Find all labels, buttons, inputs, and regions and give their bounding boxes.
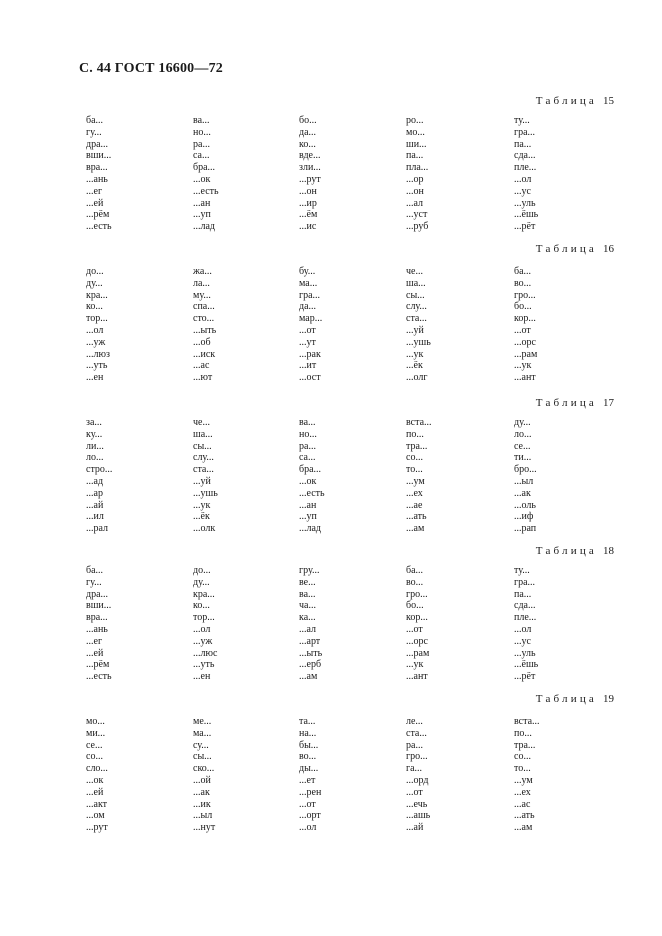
word-cell: ...ег: [86, 635, 103, 647]
table-caption: [536, 95, 614, 107]
word-cell: ...ать: [406, 511, 427, 523]
table-caption-word: Таблица: [535, 95, 597, 107]
word-cell: ко...: [86, 301, 103, 313]
word-cell: ...ум: [406, 475, 425, 487]
word-cell: ...он: [406, 185, 424, 197]
word-cell: ...от: [406, 786, 423, 798]
word-cell: по...: [406, 428, 424, 440]
word-cell: ле...: [406, 716, 423, 727]
word-cell: ...ан: [299, 499, 317, 511]
word-cell: ме...: [193, 716, 212, 727]
word-cell: ...ум: [514, 774, 533, 786]
word-cell: ...ар: [86, 487, 103, 499]
word-cell: сто...: [193, 313, 215, 325]
word-cell: ...олк: [193, 523, 216, 535]
word-cell: ...рал: [86, 523, 109, 535]
table-caption-number: 19: [603, 693, 614, 705]
word-cell: ...ок: [86, 774, 104, 786]
table-column: [193, 266, 283, 384]
word-cell: ...ех: [514, 786, 531, 798]
word-cell: гу...: [86, 576, 102, 588]
word-cell: ...ус: [514, 635, 531, 647]
word-cell: тор...: [86, 313, 108, 325]
table-column: [299, 115, 389, 233]
word-cell: ...ас: [514, 798, 531, 810]
word-cell: ра...: [299, 440, 316, 452]
word-cell: ...ант: [514, 372, 536, 384]
word-cell: ста...: [406, 313, 427, 325]
table-column: [299, 716, 389, 834]
word-cell: ...ей: [86, 197, 104, 209]
word-cell: вра...: [86, 612, 108, 624]
table-caption: [536, 243, 614, 255]
word-cell: ...рём: [86, 209, 110, 221]
word-cell: но...: [193, 126, 211, 138]
word-cell: ло...: [86, 452, 104, 464]
word-cell: ...ей: [86, 647, 104, 659]
word-cell: ...ой: [193, 774, 211, 786]
word-cell: ...об: [193, 336, 211, 348]
word-cell: ...руб: [406, 221, 429, 233]
word-cell: ...рём: [86, 659, 110, 671]
table-column: [193, 716, 283, 834]
table-column: [514, 266, 604, 384]
word-cell: тор...: [193, 612, 215, 624]
word-cell: ...ушь: [193, 487, 218, 499]
table-column: [514, 417, 604, 535]
word-cell: ...ыть: [193, 324, 217, 336]
word-cell: со...: [86, 751, 103, 763]
table-caption-number: 16: [603, 243, 614, 255]
word-cell: ...ай: [406, 822, 424, 834]
word-cell: ...ик: [193, 798, 211, 810]
word-cell: ...ал: [406, 197, 424, 209]
word-cell: ...ют: [193, 372, 213, 384]
word-cell: па...: [406, 150, 424, 162]
word-cell: ...ай: [86, 499, 104, 511]
word-cell: ...есть: [299, 487, 325, 499]
word-cell: ка...: [299, 612, 316, 624]
word-cell: ...ит: [299, 360, 317, 372]
word-cell: ...уп: [193, 209, 211, 221]
word-cell: мо...: [406, 126, 425, 138]
word-cell: ...ал: [299, 623, 317, 635]
table-column: [86, 417, 176, 535]
word-cell: ...уть: [193, 659, 215, 671]
table-caption-word: Таблица: [535, 545, 597, 557]
table-caption-word: Таблица: [535, 693, 597, 705]
word-cell: ...ам: [514, 822, 533, 834]
word-cell: во...: [299, 751, 317, 763]
word-cell: ду...: [86, 277, 103, 289]
word-cell: ма...: [299, 277, 318, 289]
word-cell: гро...: [406, 588, 428, 600]
table-caption-word: Таблица: [535, 243, 597, 255]
word-cell: ...олг: [406, 372, 428, 384]
word-cell: ша...: [193, 428, 213, 440]
table-column: [514, 716, 604, 834]
word-cell: ба...: [406, 565, 424, 576]
word-cell: вста...: [514, 716, 540, 727]
word-cell: су...: [193, 739, 209, 751]
table-column: [406, 716, 496, 834]
word-cell: ...иск: [193, 348, 216, 360]
word-cell: ду...: [193, 576, 210, 588]
word-cell: пле...: [514, 162, 537, 174]
word-cell: ...ём: [299, 209, 318, 221]
word-cell: кра...: [193, 588, 215, 600]
word-cell: зли...: [299, 162, 321, 174]
table-column: [193, 417, 283, 535]
word-cell: сда...: [514, 600, 536, 612]
word-cell: ...рут: [299, 173, 321, 185]
word-cell: во...: [514, 277, 532, 289]
word-cell: се...: [514, 440, 531, 452]
word-cell: ско...: [193, 763, 215, 775]
word-cell: ...уль: [514, 647, 536, 659]
word-cell: ли...: [86, 440, 104, 452]
word-cell: са...: [299, 452, 316, 464]
word-cell: ...рут: [86, 822, 108, 834]
table-caption-word: Таблица: [535, 397, 597, 409]
word-cell: ба...: [86, 565, 104, 576]
word-cell: спа...: [193, 301, 215, 313]
word-cell: са...: [193, 150, 210, 162]
word-cell: ту...: [514, 115, 530, 126]
table-column: [299, 565, 389, 683]
word-cell: ...рам: [406, 647, 430, 659]
word-cell: ...ок: [193, 173, 211, 185]
word-cell: на...: [299, 727, 317, 739]
word-cell: ...ост: [299, 372, 321, 384]
table-caption-number: 15: [603, 95, 614, 107]
word-cell: ва...: [193, 115, 210, 126]
word-cell: по...: [514, 727, 532, 739]
word-cell: то...: [406, 464, 423, 476]
word-cell: ...уль: [514, 197, 536, 209]
word-cell: гру...: [299, 565, 320, 576]
word-cell: ко...: [299, 138, 316, 150]
word-cell: ...ашь: [406, 810, 431, 822]
word-cell: ...от: [514, 324, 531, 336]
page-header: С. 44 ГОСТ 16600—72: [79, 61, 223, 76]
word-cell: ...ёк: [193, 511, 210, 523]
word-cell: ...от: [406, 623, 423, 635]
word-cell: ...ук: [514, 360, 532, 372]
word-cell: ...ам: [406, 523, 425, 535]
table-column: [299, 417, 389, 535]
word-cell: до...: [193, 565, 211, 576]
word-cell: ...ол: [514, 173, 532, 185]
word-cell: ...ей: [86, 786, 104, 798]
word-cell: ...ис: [299, 221, 317, 233]
word-cell: ва...: [299, 588, 316, 600]
word-cell: гро...: [514, 289, 536, 301]
word-cell: ...ол: [193, 623, 211, 635]
word-cell: ...ерб: [299, 659, 322, 671]
word-cell: вра...: [86, 162, 108, 174]
table-column: [406, 417, 496, 535]
word-cell: ...оль: [514, 499, 536, 511]
word-cell: кор...: [406, 612, 428, 624]
word-cell: гу...: [86, 126, 102, 138]
word-cell: ...ант: [406, 671, 428, 683]
word-cell: ...рёт: [514, 221, 536, 233]
word-cell: ве...: [299, 576, 316, 588]
table-column: [86, 266, 176, 384]
word-cell: ...ир: [299, 197, 317, 209]
word-cell: ...ать: [514, 810, 535, 822]
word-cell: ...ил: [86, 511, 104, 523]
word-cell: ста...: [406, 727, 427, 739]
word-cell: ...ор: [406, 173, 424, 185]
word-cell: слу...: [193, 452, 214, 464]
word-cell: ...ае: [406, 499, 423, 511]
word-cell: бу...: [299, 266, 316, 277]
word-cell: ...ушь: [406, 336, 431, 348]
word-cell: ми...: [86, 727, 106, 739]
word-cell: бро...: [514, 464, 537, 476]
table-column: [299, 266, 389, 384]
table-column: [514, 565, 604, 683]
word-cell: се...: [86, 739, 103, 751]
word-cell: ...ук: [193, 499, 211, 511]
word-cell: ...уй: [193, 475, 211, 487]
table-column: [86, 115, 176, 233]
word-cell: то...: [514, 763, 531, 775]
word-cell: ...орд: [406, 774, 429, 786]
word-cell: па...: [514, 588, 532, 600]
word-cell: ...ань: [86, 173, 108, 185]
word-cell: ша...: [406, 277, 426, 289]
word-cell: за...: [86, 417, 102, 428]
word-cell: ...ук: [406, 348, 424, 360]
word-cell: та...: [299, 716, 316, 727]
word-cell: ...ан: [193, 197, 211, 209]
word-cell: ...ус: [514, 185, 531, 197]
word-cell: ...ань: [86, 623, 108, 635]
word-cell: дра...: [86, 588, 109, 600]
word-cell: гро...: [406, 751, 428, 763]
word-cell: со...: [406, 452, 423, 464]
word-cell: ...ак: [514, 487, 531, 499]
word-cell: га...: [406, 763, 423, 775]
word-cell: ...ом: [86, 810, 105, 822]
table-column: [406, 115, 496, 233]
word-cell: жа...: [193, 266, 212, 277]
word-cell: ...ут: [299, 336, 316, 348]
word-cell: ...ег: [86, 185, 103, 197]
word-cell: вши...: [86, 150, 112, 162]
word-cell: ба...: [514, 266, 532, 277]
word-cell: ...орт: [299, 810, 321, 822]
word-cell: ро...: [406, 115, 424, 126]
word-cell: му...: [193, 289, 211, 301]
word-cell: ...орс: [406, 635, 428, 647]
table-caption-number: 17: [603, 397, 614, 409]
word-cell: ...ыл: [193, 810, 213, 822]
word-cell: ...люс: [193, 647, 218, 659]
word-cell: бо...: [299, 115, 317, 126]
word-cell: гра...: [514, 126, 536, 138]
word-cell: тра...: [406, 440, 428, 452]
word-cell: ...ыть: [299, 647, 323, 659]
word-cell: сда...: [514, 150, 536, 162]
word-cell: ста...: [193, 464, 214, 476]
word-cell: ду...: [514, 417, 531, 428]
word-cell: ...ыл: [514, 475, 534, 487]
word-cell: вде...: [299, 150, 321, 162]
word-cell: ...ен: [193, 671, 211, 683]
word-cell: ...ак: [193, 786, 210, 798]
word-cell: ча...: [299, 600, 316, 612]
word-cell: ...есть: [86, 671, 112, 683]
word-cell: ...ёк: [406, 360, 423, 372]
word-cell: ...ен: [86, 372, 104, 384]
word-cell: ...лад: [299, 523, 322, 535]
word-cell: да...: [299, 301, 317, 313]
word-cell: ...ол: [514, 623, 532, 635]
word-cell: ла...: [193, 277, 210, 289]
word-cell: па...: [514, 138, 532, 150]
word-cell: ды...: [299, 763, 319, 775]
table-caption: [536, 693, 614, 705]
word-cell: ма...: [193, 727, 212, 739]
word-cell: пле...: [514, 612, 537, 624]
word-cell: ...рак: [299, 348, 321, 360]
word-cell: бо...: [514, 301, 532, 313]
table-caption: [536, 397, 614, 409]
table-column: [514, 115, 604, 233]
word-cell: ти...: [514, 452, 532, 464]
word-cell: ку...: [86, 428, 103, 440]
word-cell: ту...: [514, 565, 530, 576]
word-cell: дра...: [86, 138, 109, 150]
word-cell: ко...: [193, 600, 210, 612]
word-cell: ...ад: [86, 475, 104, 487]
word-cell: бо...: [406, 600, 424, 612]
word-cell: ...уп: [299, 511, 317, 523]
word-cell: кор...: [514, 313, 536, 325]
word-cell: ра...: [406, 739, 423, 751]
word-cell: ...ок: [299, 475, 317, 487]
table-column: [193, 115, 283, 233]
word-cell: ...ёшь: [514, 209, 539, 221]
table-column: [193, 565, 283, 683]
word-cell: ...рёт: [514, 671, 536, 683]
word-cell: ...ук: [406, 659, 424, 671]
word-cell: бра...: [299, 464, 322, 476]
word-cell: пла...: [406, 162, 429, 174]
word-cell: сы...: [193, 751, 212, 763]
word-cell: ...люз: [86, 348, 110, 360]
word-cell: ...есть: [193, 185, 219, 197]
word-cell: да...: [299, 126, 317, 138]
table-caption: [536, 545, 614, 557]
word-cell: тра...: [514, 739, 536, 751]
word-cell: мо...: [86, 716, 105, 727]
word-cell: гра...: [299, 289, 321, 301]
word-cell: ...лад: [193, 221, 216, 233]
word-cell: ...рам: [514, 348, 538, 360]
word-cell: ...ас: [193, 360, 210, 372]
word-cell: стро...: [86, 464, 113, 476]
table-column: [406, 266, 496, 384]
word-cell: ши...: [406, 138, 427, 150]
word-cell: ...уй: [406, 324, 424, 336]
word-cell: со...: [514, 751, 531, 763]
table-caption-number: 18: [603, 545, 614, 557]
word-cell: до...: [86, 266, 104, 277]
word-cell: ...уж: [86, 336, 106, 348]
word-cell: че...: [193, 417, 210, 428]
word-cell: ...уть: [86, 360, 108, 372]
word-cell: ...ет: [299, 774, 316, 786]
word-cell: ...ол: [86, 324, 104, 336]
word-cell: ...он: [299, 185, 317, 197]
word-cell: ...ам: [299, 671, 318, 683]
table-column: [406, 565, 496, 683]
word-cell: бра...: [193, 162, 216, 174]
word-cell: бы...: [299, 739, 319, 751]
word-cell: ло...: [514, 428, 532, 440]
word-cell: ...уст: [406, 209, 428, 221]
word-cell: кра...: [86, 289, 108, 301]
word-cell: слу...: [406, 301, 427, 313]
word-cell: во...: [406, 576, 424, 588]
word-cell: ...рен: [299, 786, 322, 798]
word-cell: ва...: [299, 417, 316, 428]
word-cell: сы...: [193, 440, 212, 452]
word-cell: ...от: [299, 798, 316, 810]
word-cell: ...арт: [299, 635, 321, 647]
word-cell: сло...: [86, 763, 108, 775]
word-cell: ...ех: [406, 487, 423, 499]
word-cell: мар...: [299, 313, 323, 325]
word-cell: ...ечь: [406, 798, 428, 810]
word-cell: ...нут: [193, 822, 216, 834]
word-cell: че...: [406, 266, 423, 277]
word-cell: ...от: [299, 324, 316, 336]
table-column: [86, 716, 176, 834]
word-cell: ...ол: [299, 822, 317, 834]
word-cell: ...уж: [193, 635, 213, 647]
word-cell: но...: [299, 428, 317, 440]
word-cell: сы...: [406, 289, 425, 301]
word-cell: ...акт: [86, 798, 108, 810]
word-cell: ...есть: [86, 221, 112, 233]
word-cell: ба...: [86, 115, 104, 126]
word-cell: ...иф: [514, 511, 534, 523]
word-cell: вши...: [86, 600, 112, 612]
table-column: [86, 565, 176, 683]
word-cell: ...рап: [514, 523, 537, 535]
word-cell: ...ёшь: [514, 659, 539, 671]
word-cell: гра...: [514, 576, 536, 588]
word-cell: ...орс: [514, 336, 536, 348]
word-cell: ра...: [193, 138, 210, 150]
word-cell: вста...: [406, 417, 432, 428]
